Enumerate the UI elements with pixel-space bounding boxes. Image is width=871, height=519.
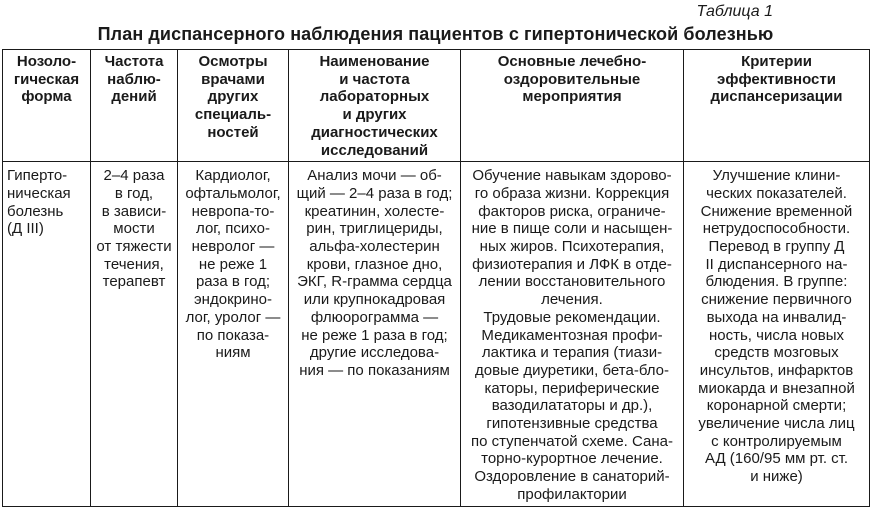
text-line: терапевт bbox=[102, 273, 166, 291]
text-line: дений bbox=[111, 88, 157, 106]
text-line: креатинин, холесте- bbox=[304, 202, 445, 220]
header-nosological-form bbox=[3, 50, 91, 162]
text-line: Улучшение клини- bbox=[712, 167, 841, 185]
text-line: факторов риска, ограниче- bbox=[478, 202, 666, 220]
header-treatment-measures bbox=[461, 50, 684, 162]
text-line: и других bbox=[342, 106, 407, 124]
text-line: не реже 1 раза в год; bbox=[301, 326, 448, 344]
text-line: II диспансерного на- bbox=[705, 255, 848, 273]
text-line: вазодилататоры и др.), bbox=[491, 397, 653, 415]
text-line: по показа- bbox=[196, 326, 270, 344]
text-line: каторы, периферические bbox=[484, 379, 660, 397]
text-line: или крупнокадровая bbox=[303, 291, 446, 309]
text-line: выхода на инвалид- bbox=[706, 308, 847, 326]
text-line: довые диуретики, бета-бло- bbox=[474, 361, 669, 379]
text-line: течения, bbox=[104, 255, 164, 273]
text-line: торно-курортное лечение. bbox=[481, 450, 663, 468]
text-line: нетрудоспособности. bbox=[702, 220, 851, 238]
text-line: в год, bbox=[114, 184, 154, 202]
text-line: ние в пище соли и насыщен- bbox=[471, 220, 673, 238]
text-line: диспансеризации bbox=[710, 88, 843, 106]
header-specialist-examinations bbox=[178, 50, 289, 162]
text-line: Частота bbox=[104, 53, 164, 70]
text-line: ных жиров. Психотерапия, bbox=[479, 238, 665, 256]
text-line: невролог — bbox=[191, 238, 275, 256]
text-line: лактика и терапия (тиази- bbox=[481, 344, 663, 362]
text-line: мости bbox=[113, 220, 155, 238]
text-line: АД (160/95 мм рт. ст. bbox=[704, 450, 849, 468]
text-line: Критерии bbox=[741, 53, 812, 70]
text-line: лог, уролог — bbox=[185, 308, 281, 326]
text-line: ниям bbox=[215, 344, 251, 362]
text-line: Нозоло- bbox=[16, 53, 77, 70]
text-line: врачами bbox=[201, 70, 265, 88]
text-line: раза в год; bbox=[195, 273, 271, 291]
header-effectiveness-criteria bbox=[684, 50, 870, 162]
text-line: офтальмолог, bbox=[185, 184, 281, 202]
cell-observation-frequency bbox=[91, 162, 178, 506]
text-line: диагностических bbox=[311, 123, 438, 141]
text-line: альфа-холестерин bbox=[309, 238, 440, 256]
text-line: Наименование bbox=[319, 53, 430, 70]
text-line: эндокрино- bbox=[194, 291, 272, 309]
text-line: форма bbox=[21, 88, 72, 106]
text-line: ЭКГ, R-грамма сердца bbox=[297, 273, 452, 291]
cell-nosological-form bbox=[3, 162, 91, 506]
text-line: (Д III) bbox=[7, 220, 44, 238]
table-row bbox=[3, 162, 870, 506]
text-line: Медикаментозная профи- bbox=[481, 326, 663, 344]
text-line: Оздоровление в санаторий- bbox=[474, 468, 670, 486]
text-line: Гиперто- bbox=[7, 167, 68, 185]
cell-treatment-measures bbox=[461, 162, 684, 506]
text-line: болезнь bbox=[7, 202, 64, 220]
text-line: и ниже) bbox=[750, 468, 803, 486]
text-line: другие исследова- bbox=[309, 344, 440, 362]
text-line: Перевод в группу Д bbox=[708, 238, 845, 256]
text-line: Основные лечебно- bbox=[497, 53, 647, 70]
text-line: по ступенчатой схеме. Сана- bbox=[471, 432, 673, 450]
header-observation-frequency bbox=[91, 50, 178, 162]
text-line: лабораторных bbox=[319, 88, 430, 106]
text-line: исследований bbox=[320, 141, 429, 159]
text-line: оздоровительные bbox=[503, 70, 641, 88]
text-line: снижение первичного bbox=[701, 291, 852, 309]
cell-lab-diagnostic-studies bbox=[289, 162, 461, 506]
text-line: с контролируемым bbox=[711, 432, 842, 450]
text-line: лечения. bbox=[541, 291, 603, 309]
text-line: физиотерапия и ЛФК в отде- bbox=[472, 255, 672, 273]
text-line: Трудовые рекомендации. bbox=[483, 308, 661, 326]
text-line: го образа жизни. Коррекция bbox=[474, 184, 670, 202]
text-line: наблю- bbox=[107, 70, 161, 88]
text-line: ческих показателей. bbox=[706, 184, 847, 202]
text-line: гическая bbox=[13, 70, 80, 88]
text-line: Снижение временной bbox=[700, 202, 853, 220]
text-line: рин, триглицериды, bbox=[306, 220, 443, 238]
text-line: эффективности bbox=[717, 70, 836, 88]
text-line: других bbox=[207, 88, 259, 106]
header-lab-diagnostic-studies bbox=[289, 50, 461, 162]
text-line: невропа-то- bbox=[191, 202, 275, 220]
text-line: специаль- bbox=[194, 106, 272, 124]
text-line: и частота bbox=[339, 70, 410, 88]
text-line: коронарной смерти; bbox=[706, 397, 847, 415]
cell-specialist-examinations bbox=[178, 162, 289, 506]
text-line: не реже 1 bbox=[198, 255, 268, 273]
text-line: ность, числа новых bbox=[709, 326, 844, 344]
text-line: Осмотры bbox=[198, 53, 268, 70]
text-line: миокарда и внезапной bbox=[698, 379, 855, 397]
table-header-row bbox=[3, 50, 870, 162]
text-line: 2–4 раза bbox=[103, 167, 165, 185]
text-line: ния — по показаниям bbox=[299, 361, 450, 379]
text-line: от тяжести bbox=[96, 238, 172, 256]
text-line: флюорограмма — bbox=[310, 308, 439, 326]
text-line: гипотензивные средства bbox=[486, 415, 658, 433]
text-line: лог, психо- bbox=[196, 220, 270, 238]
text-line: Анализ мочи — об- bbox=[307, 167, 442, 185]
text-line: увеличение числа лиц bbox=[698, 415, 855, 433]
text-line: ническая bbox=[7, 184, 71, 202]
cell-effectiveness-criteria bbox=[684, 162, 870, 506]
text-line: блюдения. В группе: bbox=[705, 273, 848, 291]
dispensary-plan-table bbox=[2, 49, 870, 507]
text-line: крови, глазное дно, bbox=[306, 255, 443, 273]
text-line: Обучение навыкам здорово- bbox=[472, 167, 672, 185]
table-title: План диспансерного наблюдения пациентов с гипертонической болезнью bbox=[97, 24, 774, 44]
table-caption: Таблица 1 bbox=[696, 3, 773, 20]
text-line: лении восстановительного bbox=[478, 273, 666, 291]
text-line: в зависи- bbox=[101, 202, 167, 220]
text-line: средств мозговых bbox=[714, 344, 839, 362]
text-line: Кардиолог, bbox=[195, 167, 271, 185]
text-line: инсультов, инфарктов bbox=[699, 361, 854, 379]
text-line: ностей bbox=[207, 123, 259, 141]
text-line: щий — 2–4 раза в год; bbox=[296, 184, 453, 202]
text-line: профилактории bbox=[517, 485, 627, 503]
text-line: мероприятия bbox=[522, 88, 622, 106]
